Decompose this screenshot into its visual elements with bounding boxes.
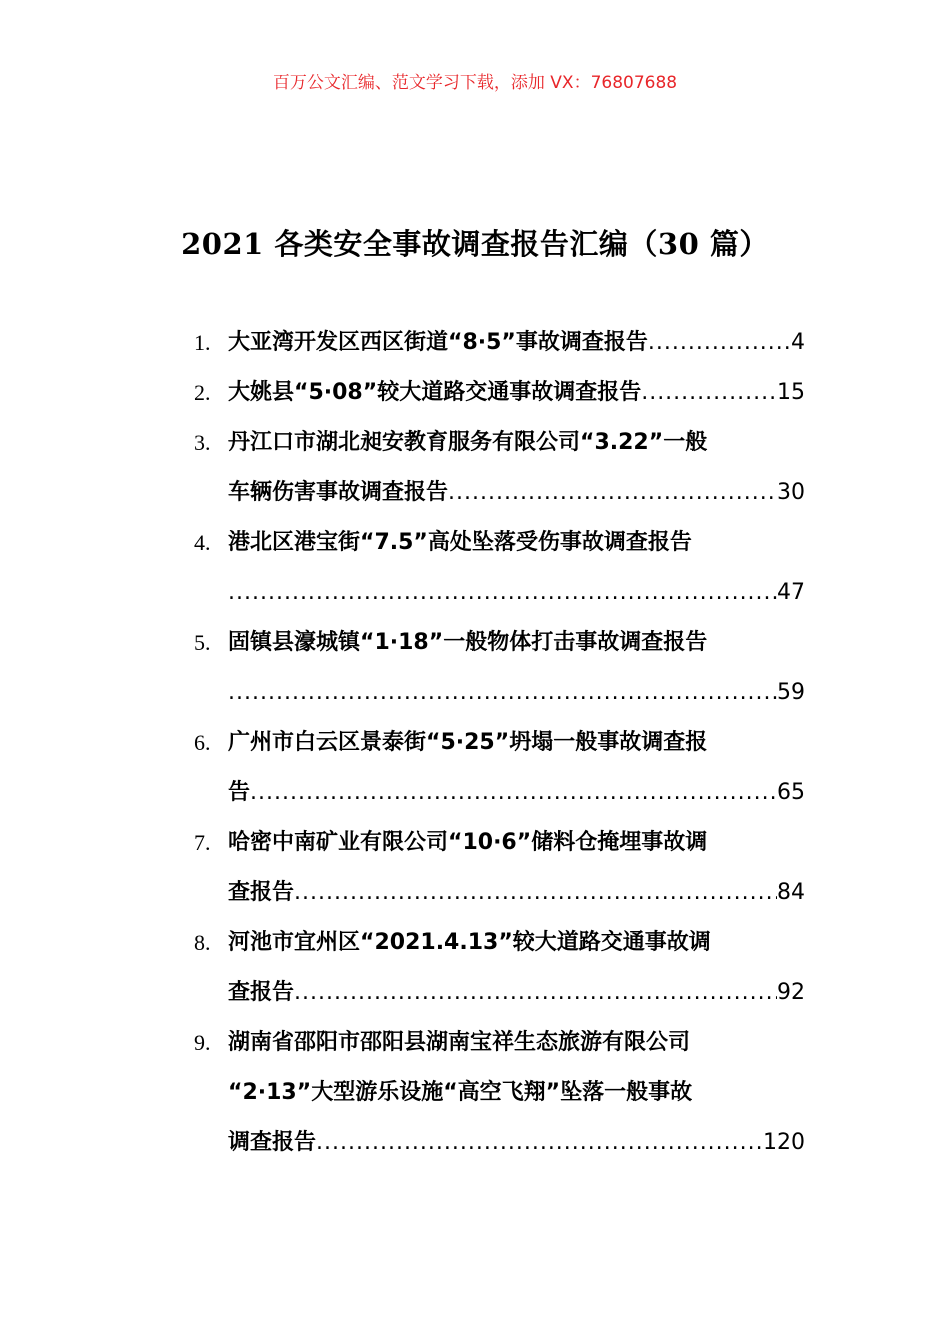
toc-entry-line — [228, 768, 805, 818]
toc-entry-number: 2. — [194, 380, 211, 405]
toc-entry-title-cont: 查报告 — [228, 880, 295, 905]
toc-leader-dots — [448, 468, 777, 518]
toc-entry-line — [228, 568, 805, 618]
toc-entry-page: 59 — [777, 680, 805, 705]
toc-leader-dots — [250, 768, 777, 818]
toc-entry-line — [228, 668, 805, 718]
toc-leader-dots — [294, 968, 777, 1018]
toc-entry-line — [228, 1118, 805, 1168]
toc-entry[interactable] — [0, 618, 950, 718]
toc-leader-dots — [228, 668, 777, 718]
toc-entry-page: 30 — [777, 480, 805, 505]
toc-entry-page: 84 — [777, 880, 805, 905]
toc-entry-line — [228, 368, 805, 418]
toc-entry-page: 65 — [777, 780, 805, 805]
toc-entry-title: 固镇县濠城镇“1·18”一般物体打击事故调查报告 — [228, 630, 708, 655]
toc-entry-line — [228, 868, 805, 918]
toc-entry-title-cont: 车辆伤害事故调查报告 — [228, 480, 449, 505]
toc-entry-title: 丹江口市湖北昶安教育服务有限公司“3.22”一般 — [228, 430, 708, 455]
toc-entry-title: 湖南省邵阳市邵阳县湖南宝祥生态旅游有限公司 — [228, 1030, 691, 1055]
toc-entry[interactable] — [0, 368, 950, 418]
toc-entry-line — [228, 318, 805, 368]
toc-entry-number: 4. — [194, 530, 211, 555]
toc-entry-title: 大姚县“5·08”较大道路交通事故调查报告 — [228, 380, 642, 405]
toc-entry[interactable] — [0, 318, 950, 368]
toc-entry-title-cont: 告 — [228, 780, 251, 805]
toc-leader-dots — [228, 568, 777, 618]
toc-entry-number: 7. — [194, 830, 211, 855]
toc-entry-page: 15 — [777, 380, 805, 405]
toc-entry-page: 92 — [777, 980, 805, 1005]
toc-entry-title-cont: 查报告 — [228, 980, 295, 1005]
toc-entry-page: 4 — [791, 330, 805, 355]
toc-entry-title: 哈密中南矿业有限公司“10·6”储料仓掩埋事故调 — [228, 830, 708, 855]
toc-leader-dots — [294, 868, 777, 918]
toc-entry-number: 8. — [194, 930, 211, 955]
toc-entry-title-cont: 调查报告 — [228, 1130, 317, 1155]
toc-entry-page: 120 — [763, 1130, 805, 1155]
toc-leader-dots — [648, 318, 791, 368]
toc-entry-line — [228, 468, 805, 518]
toc-entry-title: 广州市白云区景泰街“5·25”坍塌一般事故调查报 — [228, 730, 708, 755]
toc-entry-title: 河池市宜州区“2021.4.13”较大道路交通事故调 — [228, 930, 711, 955]
toc-entry-line — [228, 968, 805, 1018]
toc-entry[interactable] — [0, 818, 950, 918]
toc-entry[interactable] — [0, 518, 950, 618]
toc-entry-title: 大亚湾开发区西区街道“8·5”事故调查报告 — [228, 330, 648, 355]
toc-entry-title-cont: “2·13”大型游乐设施“高空飞翔”坠落一般事故 — [228, 1080, 693, 1105]
header-watermark: 百万公文汇编、范文学习下载，添加 VX：76807688 — [272, 73, 678, 93]
toc-entry[interactable] — [0, 918, 950, 1018]
toc-entry[interactable] — [0, 1018, 950, 1168]
toc-entry-number: 3. — [194, 430, 211, 455]
toc-entry-title: 港北区港宝街“7.5”高处坠落受伤事故调查报告 — [228, 530, 692, 555]
toc-entry-number: 5. — [194, 630, 211, 655]
toc-leader-dots — [316, 1118, 763, 1168]
toc-entry-number: 6. — [194, 730, 211, 755]
toc-leader-dots — [641, 368, 777, 418]
page-title: 2021 各类安全事故调查报告汇编（30 篇） — [181, 227, 769, 261]
toc-entry[interactable] — [0, 418, 950, 518]
toc-entry-number: 9. — [194, 1030, 211, 1055]
toc-entry-page: 47 — [777, 580, 805, 605]
toc-entry-number: 1. — [194, 330, 211, 355]
table-of-contents — [0, 318, 950, 1168]
toc-entry[interactable] — [0, 718, 950, 818]
